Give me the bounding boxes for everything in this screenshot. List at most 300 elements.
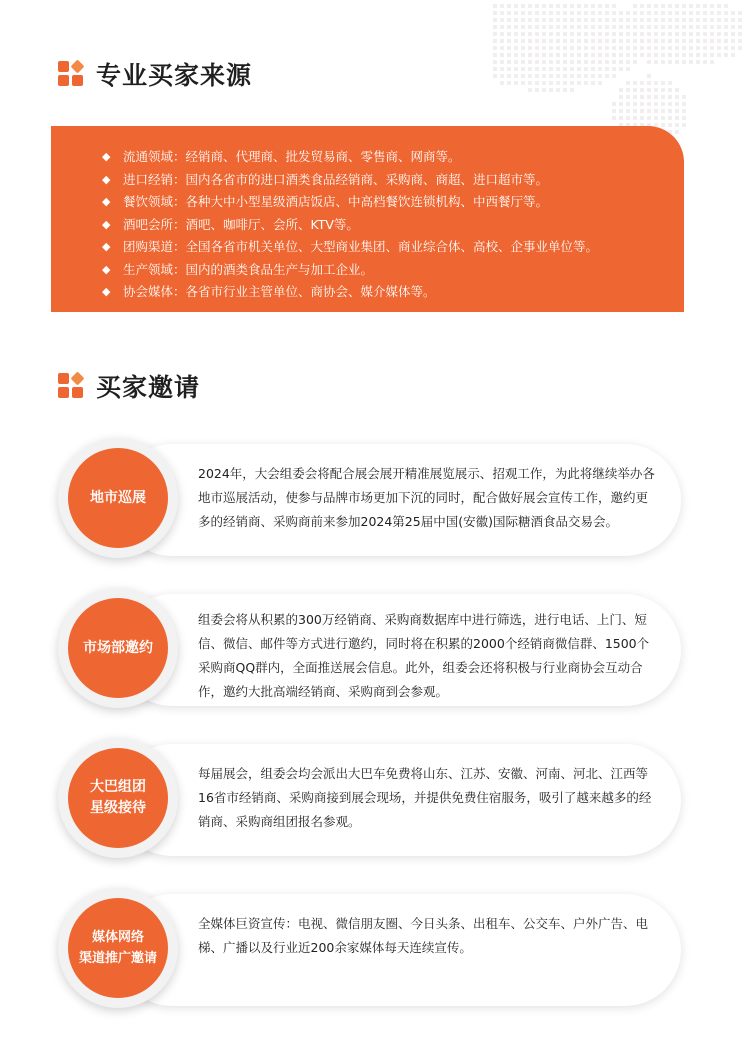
map-dot xyxy=(598,11,602,15)
map-dot xyxy=(549,88,553,92)
map-dot xyxy=(514,39,518,43)
map-dot xyxy=(514,81,518,85)
map-dot xyxy=(668,53,672,57)
map-dot xyxy=(717,53,721,57)
map-dot xyxy=(626,109,630,113)
map-dot xyxy=(675,88,679,92)
map-dot xyxy=(633,60,637,64)
list-item: ◆ 酒吧会所：酒吧、咖啡厅、会所、KTV等。 xyxy=(51,214,684,237)
map-dot xyxy=(521,53,525,57)
map-dot xyxy=(535,46,539,50)
map-dot xyxy=(675,39,679,43)
map-dot xyxy=(619,32,623,36)
map-dot xyxy=(577,25,581,29)
map-dot xyxy=(689,18,693,22)
map-dot xyxy=(647,25,651,29)
map-dot xyxy=(570,88,574,92)
map-dot xyxy=(682,18,686,22)
map-dot xyxy=(598,46,602,50)
map-dot xyxy=(598,81,602,85)
card-label: 地市巡展 xyxy=(90,489,146,506)
map-dot xyxy=(626,32,630,36)
map-dot xyxy=(619,11,623,15)
map-dot xyxy=(570,81,574,85)
map-dot xyxy=(514,53,518,57)
map-dot xyxy=(626,88,630,92)
list-item: ◆ 团购渠道：全国各省市机关单位、大型商业集团、商业综合体、高校、企事业单位等。 xyxy=(51,236,684,259)
map-dot xyxy=(647,4,651,8)
map-dot xyxy=(654,102,658,106)
map-dot xyxy=(710,60,714,64)
map-dot xyxy=(528,11,532,15)
map-dot xyxy=(668,4,672,8)
map-dot xyxy=(549,67,553,71)
map-dot xyxy=(577,60,581,64)
map-dot xyxy=(682,60,686,64)
map-dot xyxy=(612,11,616,15)
map-dot xyxy=(549,46,553,50)
map-dot xyxy=(710,46,714,50)
map-dot xyxy=(675,130,679,134)
section-title-text: 买家邀请 xyxy=(96,373,201,402)
map-dot xyxy=(549,53,553,57)
card-description: 全媒体巨资宣传：电视、微信朋友圈、今日头条、出租车、公交车、户外广告、电梯、广播以及行业近200余家媒体每天连续宣传。 xyxy=(198,916,649,955)
invitation-card-city-tour xyxy=(58,438,682,558)
map-dot xyxy=(640,32,644,36)
map-dot xyxy=(731,39,735,43)
map-dot xyxy=(563,53,567,57)
map-dot xyxy=(633,32,637,36)
map-dot xyxy=(675,11,679,15)
map-dot xyxy=(626,46,630,50)
map-dot xyxy=(738,25,742,29)
map-dot xyxy=(619,46,623,50)
map-dot xyxy=(528,88,532,92)
map-dot xyxy=(626,53,630,57)
map-dot xyxy=(689,60,693,64)
map-dot xyxy=(528,32,532,36)
section-title-text: 专业买家来源 xyxy=(96,61,253,90)
map-dot xyxy=(591,53,595,57)
card-label-line-1: 大巴组团 xyxy=(90,779,146,795)
map-dot xyxy=(591,32,595,36)
map-dot xyxy=(584,81,588,85)
map-dot xyxy=(647,11,651,15)
section-title-buyer-sources xyxy=(58,56,252,92)
map-dot xyxy=(647,74,651,78)
map-dot xyxy=(563,4,567,8)
map-dot xyxy=(640,102,644,106)
map-dot xyxy=(717,32,721,36)
map-dot xyxy=(598,60,602,64)
map-dot xyxy=(689,25,693,29)
card-label-line-1: 媒体网络 xyxy=(91,930,144,945)
map-dot xyxy=(535,67,539,71)
map-dot xyxy=(507,18,511,22)
buyer-sources-panel xyxy=(51,126,684,312)
map-dot xyxy=(605,25,609,29)
map-dot xyxy=(507,46,511,50)
map-dot xyxy=(563,88,567,92)
map-dot xyxy=(668,25,672,29)
map-dot xyxy=(577,53,581,57)
map-dot xyxy=(647,88,651,92)
map-dot xyxy=(696,46,700,50)
map-dot xyxy=(493,18,497,22)
map-dot xyxy=(500,46,504,50)
map-dot xyxy=(675,123,679,127)
map-dot xyxy=(654,88,658,92)
map-dot xyxy=(612,39,616,43)
map-dot xyxy=(738,46,742,50)
map-dot xyxy=(640,116,644,120)
map-dot xyxy=(703,60,707,64)
map-dot xyxy=(500,32,504,36)
map-dot xyxy=(528,18,532,22)
map-dot xyxy=(577,4,581,8)
map-dot xyxy=(682,109,686,113)
map-dot xyxy=(563,67,567,71)
map-dot xyxy=(633,116,637,120)
map-dot xyxy=(647,46,651,50)
map-dot xyxy=(668,32,672,36)
map-dot xyxy=(598,53,602,57)
map-dot xyxy=(521,39,525,43)
map-dot xyxy=(640,25,644,29)
map-dot xyxy=(493,4,497,8)
map-dot xyxy=(640,53,644,57)
map-dot xyxy=(619,53,623,57)
map-dot xyxy=(640,81,644,85)
map-dot xyxy=(563,18,567,22)
map-dot xyxy=(493,25,497,29)
map-dot xyxy=(689,46,693,50)
map-dot xyxy=(703,39,707,43)
map-dot xyxy=(535,74,539,78)
map-dot xyxy=(696,4,700,8)
map-dot xyxy=(668,18,672,22)
card-description: 2024年，大会组委会将配合展会展开精准展览展示、招观工作，为此将继续举办各地市巡展活动，使参与品牌市场更加下沉的同时，配合做好展会宣传工作，邀约更多的经销商、采购商前来参加2024第25届中国(安徽)国际糖酒食品交易会。 xyxy=(198,466,655,529)
map-dot xyxy=(703,53,707,57)
map-dot xyxy=(682,32,686,36)
map-dot xyxy=(535,39,539,43)
section-logo-icon xyxy=(58,61,84,87)
map-dot xyxy=(696,25,700,29)
map-dot xyxy=(514,32,518,36)
card-badge xyxy=(58,888,178,1008)
map-dot xyxy=(612,25,616,29)
map-dot xyxy=(528,25,532,29)
map-dot xyxy=(549,74,553,78)
map-dot xyxy=(549,18,553,22)
map-dot xyxy=(703,32,707,36)
map-dot xyxy=(556,32,560,36)
card-badge xyxy=(58,588,178,708)
map-dot xyxy=(647,53,651,57)
map-dot xyxy=(549,81,553,85)
map-dot xyxy=(598,18,602,22)
map-dot xyxy=(724,46,728,50)
map-dot xyxy=(500,39,504,43)
diamond-bullet-icon: ◆ xyxy=(102,262,111,276)
card-label-line-2: 渠道推广邀请 xyxy=(78,951,157,966)
map-dot xyxy=(738,11,742,15)
map-dot xyxy=(647,32,651,36)
map-dot xyxy=(682,4,686,8)
map-dot xyxy=(542,53,546,57)
map-dot xyxy=(654,116,658,120)
map-dot xyxy=(584,39,588,43)
map-dot xyxy=(493,11,497,15)
map-dot xyxy=(563,32,567,36)
map-dot xyxy=(500,4,504,8)
map-dot xyxy=(696,39,700,43)
card-description: 每届展会，组委会均会派出大巴车免费将山东、江苏、安徽、河南、河北、江西等16省市经销商、采购商接到展会现场，并提供免费住宿服务，吸引了越来越多的经销商、采购商组团报名参观。 xyxy=(198,766,652,829)
map-dot xyxy=(563,60,567,64)
map-dot xyxy=(493,67,497,71)
map-dot xyxy=(591,81,595,85)
map-dot xyxy=(696,60,700,64)
map-dot xyxy=(703,11,707,15)
map-dot xyxy=(612,46,616,50)
map-dot xyxy=(668,46,672,50)
map-dot xyxy=(514,74,518,78)
map-dot xyxy=(584,74,588,78)
map-dot xyxy=(584,53,588,57)
map-dot xyxy=(626,11,630,15)
map-dot xyxy=(654,32,658,36)
map-dot xyxy=(682,53,686,57)
map-dot xyxy=(556,88,560,92)
map-dot xyxy=(724,39,728,43)
map-dot xyxy=(570,74,574,78)
map-dot xyxy=(633,81,637,85)
map-dot xyxy=(654,46,658,50)
map-dot xyxy=(570,53,574,57)
map-dot xyxy=(703,4,707,8)
map-dot xyxy=(528,60,532,64)
map-dot xyxy=(661,32,665,36)
map-dot xyxy=(647,116,651,120)
map-dot xyxy=(507,74,511,78)
map-dot xyxy=(591,60,595,64)
map-dot xyxy=(535,81,539,85)
map-dot xyxy=(577,74,581,78)
map-dot xyxy=(619,25,623,29)
map-dot xyxy=(647,81,651,85)
map-dot xyxy=(563,46,567,50)
section-title-buyer-invitation xyxy=(58,368,200,404)
map-dot xyxy=(570,4,574,8)
map-dot xyxy=(542,88,546,92)
map-dot xyxy=(661,123,665,127)
map-dot xyxy=(689,11,693,15)
map-dot xyxy=(563,74,567,78)
map-dot xyxy=(500,25,504,29)
map-dot xyxy=(605,32,609,36)
map-dot xyxy=(661,116,665,120)
map-dot xyxy=(633,53,637,57)
map-dot xyxy=(612,4,616,8)
map-dot xyxy=(542,74,546,78)
map-dot xyxy=(675,60,679,64)
map-dot xyxy=(612,116,616,120)
map-dot xyxy=(654,109,658,113)
map-dot xyxy=(500,18,504,22)
map-dot xyxy=(682,123,686,127)
map-dot xyxy=(661,39,665,43)
map-dot xyxy=(598,74,602,78)
map-dot xyxy=(535,88,539,92)
map-dot xyxy=(556,60,560,64)
map-dot xyxy=(696,18,700,22)
list-item: ◆ 生产领域：国内的酒类食品生产与加工企业。 xyxy=(51,259,684,282)
map-dot xyxy=(584,67,588,71)
map-dot xyxy=(703,46,707,50)
card-description: 组委会将从积累的300万经销商、采购商数据库中进行筛选，进行电话、上门、短信、微信、邮件等方式进行邀约，同时将在积累的2000个经销商微信群、1500个采购商QQ群内，全面推送展会信息。此外，组委会还将积极与行业商协会互动合作，邀约大批高端经销商、采购商到会参观。 xyxy=(198,612,650,699)
map-dot xyxy=(675,102,679,106)
map-dot xyxy=(661,95,665,99)
map-dot xyxy=(668,102,672,106)
map-dot xyxy=(717,25,721,29)
map-dot xyxy=(668,39,672,43)
map-dot xyxy=(647,18,651,22)
map-dot xyxy=(570,39,574,43)
map-dot xyxy=(626,39,630,43)
map-dot xyxy=(521,25,525,29)
map-dot xyxy=(556,39,560,43)
map-dot xyxy=(591,25,595,29)
map-dot xyxy=(710,11,714,15)
map-dot xyxy=(598,25,602,29)
map-dot xyxy=(738,18,742,22)
diamond-bullet-icon: ◆ xyxy=(102,285,111,298)
map-dot xyxy=(591,18,595,22)
map-dot xyxy=(577,32,581,36)
map-dot xyxy=(535,25,539,29)
map-dot xyxy=(591,11,595,15)
diamond-bullet-icon: ◆ xyxy=(102,217,111,231)
map-dot xyxy=(584,32,588,36)
map-dot xyxy=(619,18,623,22)
map-dot xyxy=(612,32,616,36)
map-dot xyxy=(584,60,588,64)
map-dot xyxy=(605,11,609,15)
map-dot xyxy=(724,25,728,29)
map-dot xyxy=(654,4,658,8)
map-dot xyxy=(528,39,532,43)
map-dot xyxy=(619,60,623,64)
map-dot xyxy=(668,81,672,85)
map-dot xyxy=(514,46,518,50)
map-dot xyxy=(493,32,497,36)
map-dot xyxy=(689,32,693,36)
map-dot xyxy=(661,102,665,106)
map-dot xyxy=(535,18,539,22)
map-dot xyxy=(647,102,651,106)
map-dot xyxy=(619,116,623,120)
map-dot xyxy=(542,67,546,71)
map-dot xyxy=(626,67,630,71)
map-dot xyxy=(493,46,497,50)
map-dot xyxy=(605,46,609,50)
map-dot xyxy=(507,81,511,85)
map-dot xyxy=(675,32,679,36)
section-logo-icon xyxy=(58,373,84,399)
map-dot xyxy=(556,74,560,78)
map-dot xyxy=(626,95,630,99)
map-dot xyxy=(612,53,616,57)
map-dot xyxy=(661,4,665,8)
list-item: ◆ 餐饮领域：各种大中小型星级酒店饭店、中高档餐饮连锁机构、中西餐厅等。 xyxy=(51,191,684,214)
map-dot xyxy=(521,81,525,85)
map-dot xyxy=(535,4,539,8)
map-dot xyxy=(605,39,609,43)
map-dot xyxy=(612,67,616,71)
map-dot xyxy=(675,18,679,22)
map-dot xyxy=(731,11,735,15)
map-dot xyxy=(682,95,686,99)
map-dot xyxy=(493,53,497,57)
map-dot xyxy=(710,53,714,57)
map-dot xyxy=(717,46,721,50)
map-dot xyxy=(542,25,546,29)
map-dot xyxy=(528,81,532,85)
map-dot xyxy=(640,46,644,50)
map-dot xyxy=(640,11,644,15)
map-dot xyxy=(654,95,658,99)
map-dot xyxy=(570,18,574,22)
map-dot xyxy=(591,67,595,71)
map-dot xyxy=(612,18,616,22)
map-dot xyxy=(500,53,504,57)
map-dot xyxy=(668,11,672,15)
map-dot xyxy=(626,18,630,22)
map-dot xyxy=(591,39,595,43)
map-dot xyxy=(605,67,609,71)
map-dot xyxy=(668,123,672,127)
invitation-card-bus-group xyxy=(58,738,682,858)
map-dot xyxy=(591,74,595,78)
map-dot xyxy=(633,95,637,99)
map-dot xyxy=(521,74,525,78)
map-dot xyxy=(549,32,553,36)
card-label-line-2: 星级接待 xyxy=(90,800,146,816)
map-dot xyxy=(556,46,560,50)
map-dot xyxy=(668,60,672,64)
map-dot xyxy=(598,32,602,36)
map-dot xyxy=(661,88,665,92)
map-dot xyxy=(556,53,560,57)
map-dot xyxy=(724,32,728,36)
list-item: ◆ 协会媒体：各省市行业主管单位、商协会、媒介媒体等。 xyxy=(51,281,684,304)
map-dot xyxy=(682,102,686,106)
map-dot xyxy=(563,81,567,85)
map-dot xyxy=(584,4,588,8)
map-dot xyxy=(675,116,679,120)
map-dot xyxy=(507,39,511,43)
diamond-bullet-icon: ◆ xyxy=(102,195,111,208)
map-dot xyxy=(703,18,707,22)
map-dot xyxy=(640,4,644,8)
map-dot xyxy=(619,39,623,43)
map-dot xyxy=(703,25,707,29)
map-dot xyxy=(626,102,630,106)
map-dot xyxy=(591,4,595,8)
map-dot xyxy=(521,4,525,8)
map-dot xyxy=(647,95,651,99)
map-dot xyxy=(514,25,518,29)
